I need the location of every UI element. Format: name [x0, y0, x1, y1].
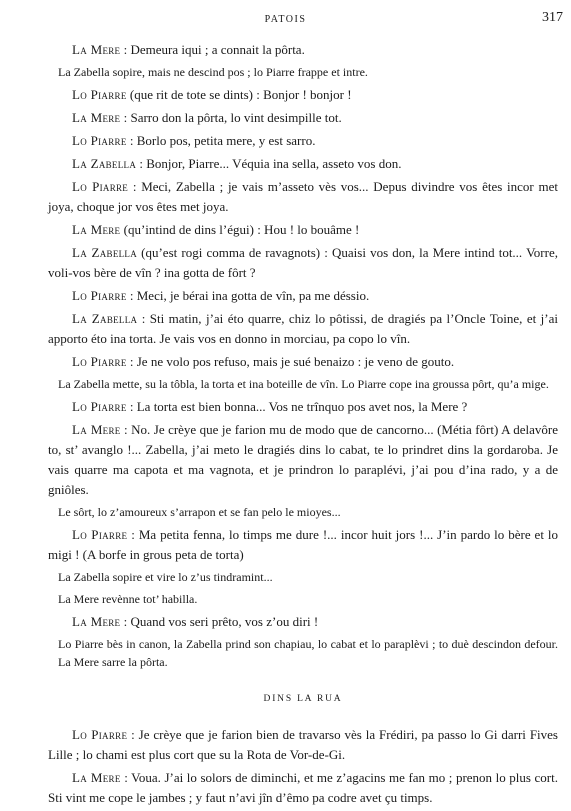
dialogue-text: : Je ne volo pos refuso, mais je sué benaizo : je veno de gouto.	[126, 354, 455, 369]
dialogue-text: : Meci, je bérai ina gotta de vîn, pa me déssio.	[126, 288, 370, 303]
stage-direction: La Zabella sopire et vire lo z’us tindramint...	[58, 570, 273, 584]
dialogue-line	[48, 397, 558, 417]
dialogue-line	[48, 612, 558, 632]
dialogue-line	[48, 525, 558, 565]
running-title: PATOIS	[264, 14, 307, 25]
page-body	[48, 40, 558, 811]
speaker-name: Lo Piarre	[72, 133, 127, 148]
scene-one	[48, 40, 558, 671]
speaker-name: Lo Piarre	[72, 727, 128, 742]
dialogue-text: : Bonjor, Piarre... Véquia ina sella, asseto vos don.	[136, 156, 402, 171]
dialogue-line	[48, 154, 558, 174]
dialogue-line	[48, 286, 558, 306]
dialogue-line	[48, 768, 558, 808]
dialogue-line	[48, 725, 558, 765]
dialogue-text: : Borlo pos, petita mere, y est sarro.	[126, 133, 316, 148]
dialogue-text: : Quand vos seri prêto, vos z’ou diri !	[120, 614, 319, 629]
dialogue-line	[48, 352, 558, 372]
dialogue-text: : Sarro don la pôrta, lo vint desimpille tot.	[120, 110, 342, 125]
speaker-name: Lo Piarre	[72, 179, 129, 194]
section-title: DINS LA RUA	[263, 694, 343, 704]
stage-direction: La Zabella mette, su la tôbla, la torta et ina boteille de vîn. Lo Piarre cope ina groussa pôrt, qu’a mige.	[58, 377, 549, 391]
speaker-name: La Mere	[72, 770, 121, 785]
dialogue-text: : Meci, Zabella ; je vais m’asseto vès vos... Depus divindre vos êtes incor met joya, choque jor vos êtes met joya.	[48, 179, 558, 214]
dialogue-line	[48, 309, 558, 349]
speaker-name: Lo Piarre	[72, 399, 127, 414]
dialogue-line	[48, 177, 558, 217]
stage-direction: La Mere revènne tot’ habilla.	[58, 592, 198, 606]
dialogue-text: : Demeura iqui ; a connait la pôrta.	[120, 42, 305, 57]
speaker-name: Lo Piarre	[72, 87, 127, 102]
dialogue-text: (que rit de tote se dints) : Bonjor ! bonjor !	[126, 87, 352, 102]
dialogue-line	[48, 420, 558, 500]
speaker-name: La Mere	[72, 422, 121, 437]
dialogue-line	[48, 40, 558, 60]
dialogue-text: : Voua. J’ai lo solors de diminchi, et me z’agacins me fan mo ; prenon lo plus cort. Sti vint me cope le jambes ; y faut n’avi jîn d’êmo pa codre avet çu timps.	[48, 770, 558, 805]
stage-direction: Le sôrt, lo z’amoureux s’arrapon et se fan pelo le mioyes...	[58, 505, 341, 519]
dialogue-text: : Sti matin, j’ai éto quarre, chiz lo pôtissi, de dragiés pa l’Oncle Toine, et j’ai apporto éto ina torta. Je vais vos en donno in morciau, pa copo lo vîn.	[48, 311, 558, 346]
speaker-name: La Zabella	[72, 311, 138, 326]
speaker-name: La Mere	[72, 222, 121, 237]
dialogue-text: : La torta est bien bonna... Vos ne trînquo pos avet nos, la Mere ?	[126, 399, 468, 414]
dialogue-line	[48, 85, 558, 105]
speaker-name: La Mere	[72, 110, 121, 125]
dialogue-line	[48, 243, 558, 283]
stage-direction: Lo Piarre bès in canon, la Zabella prind son chapiau, lo cabat et lo paraplèvi ; to duè descindon defour. La Mere sarre la pôrta.	[58, 637, 558, 669]
scene-two	[48, 725, 558, 808]
dialogue-text: (qu’est rogi comma de ravagnots) : Quaisi vos don, la Mere intind tot... Vorre, voli-vos bère de vîn ? ina gotta de fôrt ?	[48, 245, 558, 280]
dialogue-line	[48, 220, 558, 240]
dialogue-text: : No. Je crèye que je farion mu de modo que de cancorno... (Métia fôrt) A delavôre to, st’ avanglo !... Zabella, j’ai meto le dragiés dins lo cabat, te lo prindret dins la gordaroba. Je vais quarre ma capota et ma vagnota, et je prindron lo paraplévi, j’ai pou d’ina rado, y a de gniôles.	[48, 422, 558, 497]
speaker-name: La Mere	[72, 614, 121, 629]
stage-direction: La Zabella sopire, mais ne descind pos ; lo Piarre frappe et intre.	[58, 65, 368, 79]
speaker-name: Lo Piarre	[72, 527, 128, 542]
speaker-name: La Zabella	[72, 245, 138, 260]
dialogue-text: : Ma petita fenna, lo timps me dure !... incor huit jors !... J’in pardo lo bère et lo migi ! (A borfe in grous peta de torta)	[48, 527, 558, 562]
speaker-name: Lo Piarre	[72, 288, 127, 303]
speaker-name: Lo Piarre	[72, 354, 127, 369]
speaker-name: La Mere	[72, 42, 121, 57]
dialogue-text: (qu’intind de dins l’égui) : Hou ! lo bouâme !	[120, 222, 360, 237]
page-number: 317	[542, 10, 563, 25]
speaker-name: La Zabella	[72, 156, 137, 171]
dialogue-line	[48, 131, 558, 151]
dialogue-line	[48, 108, 558, 128]
dialogue-text: : Je crèye que je farion bien de travarso vès la Frédiri, pa passo lo Gi darri Fives Lille ; lo chami est plus cort que su la Rota de Vor-de-Gi.	[48, 727, 558, 762]
